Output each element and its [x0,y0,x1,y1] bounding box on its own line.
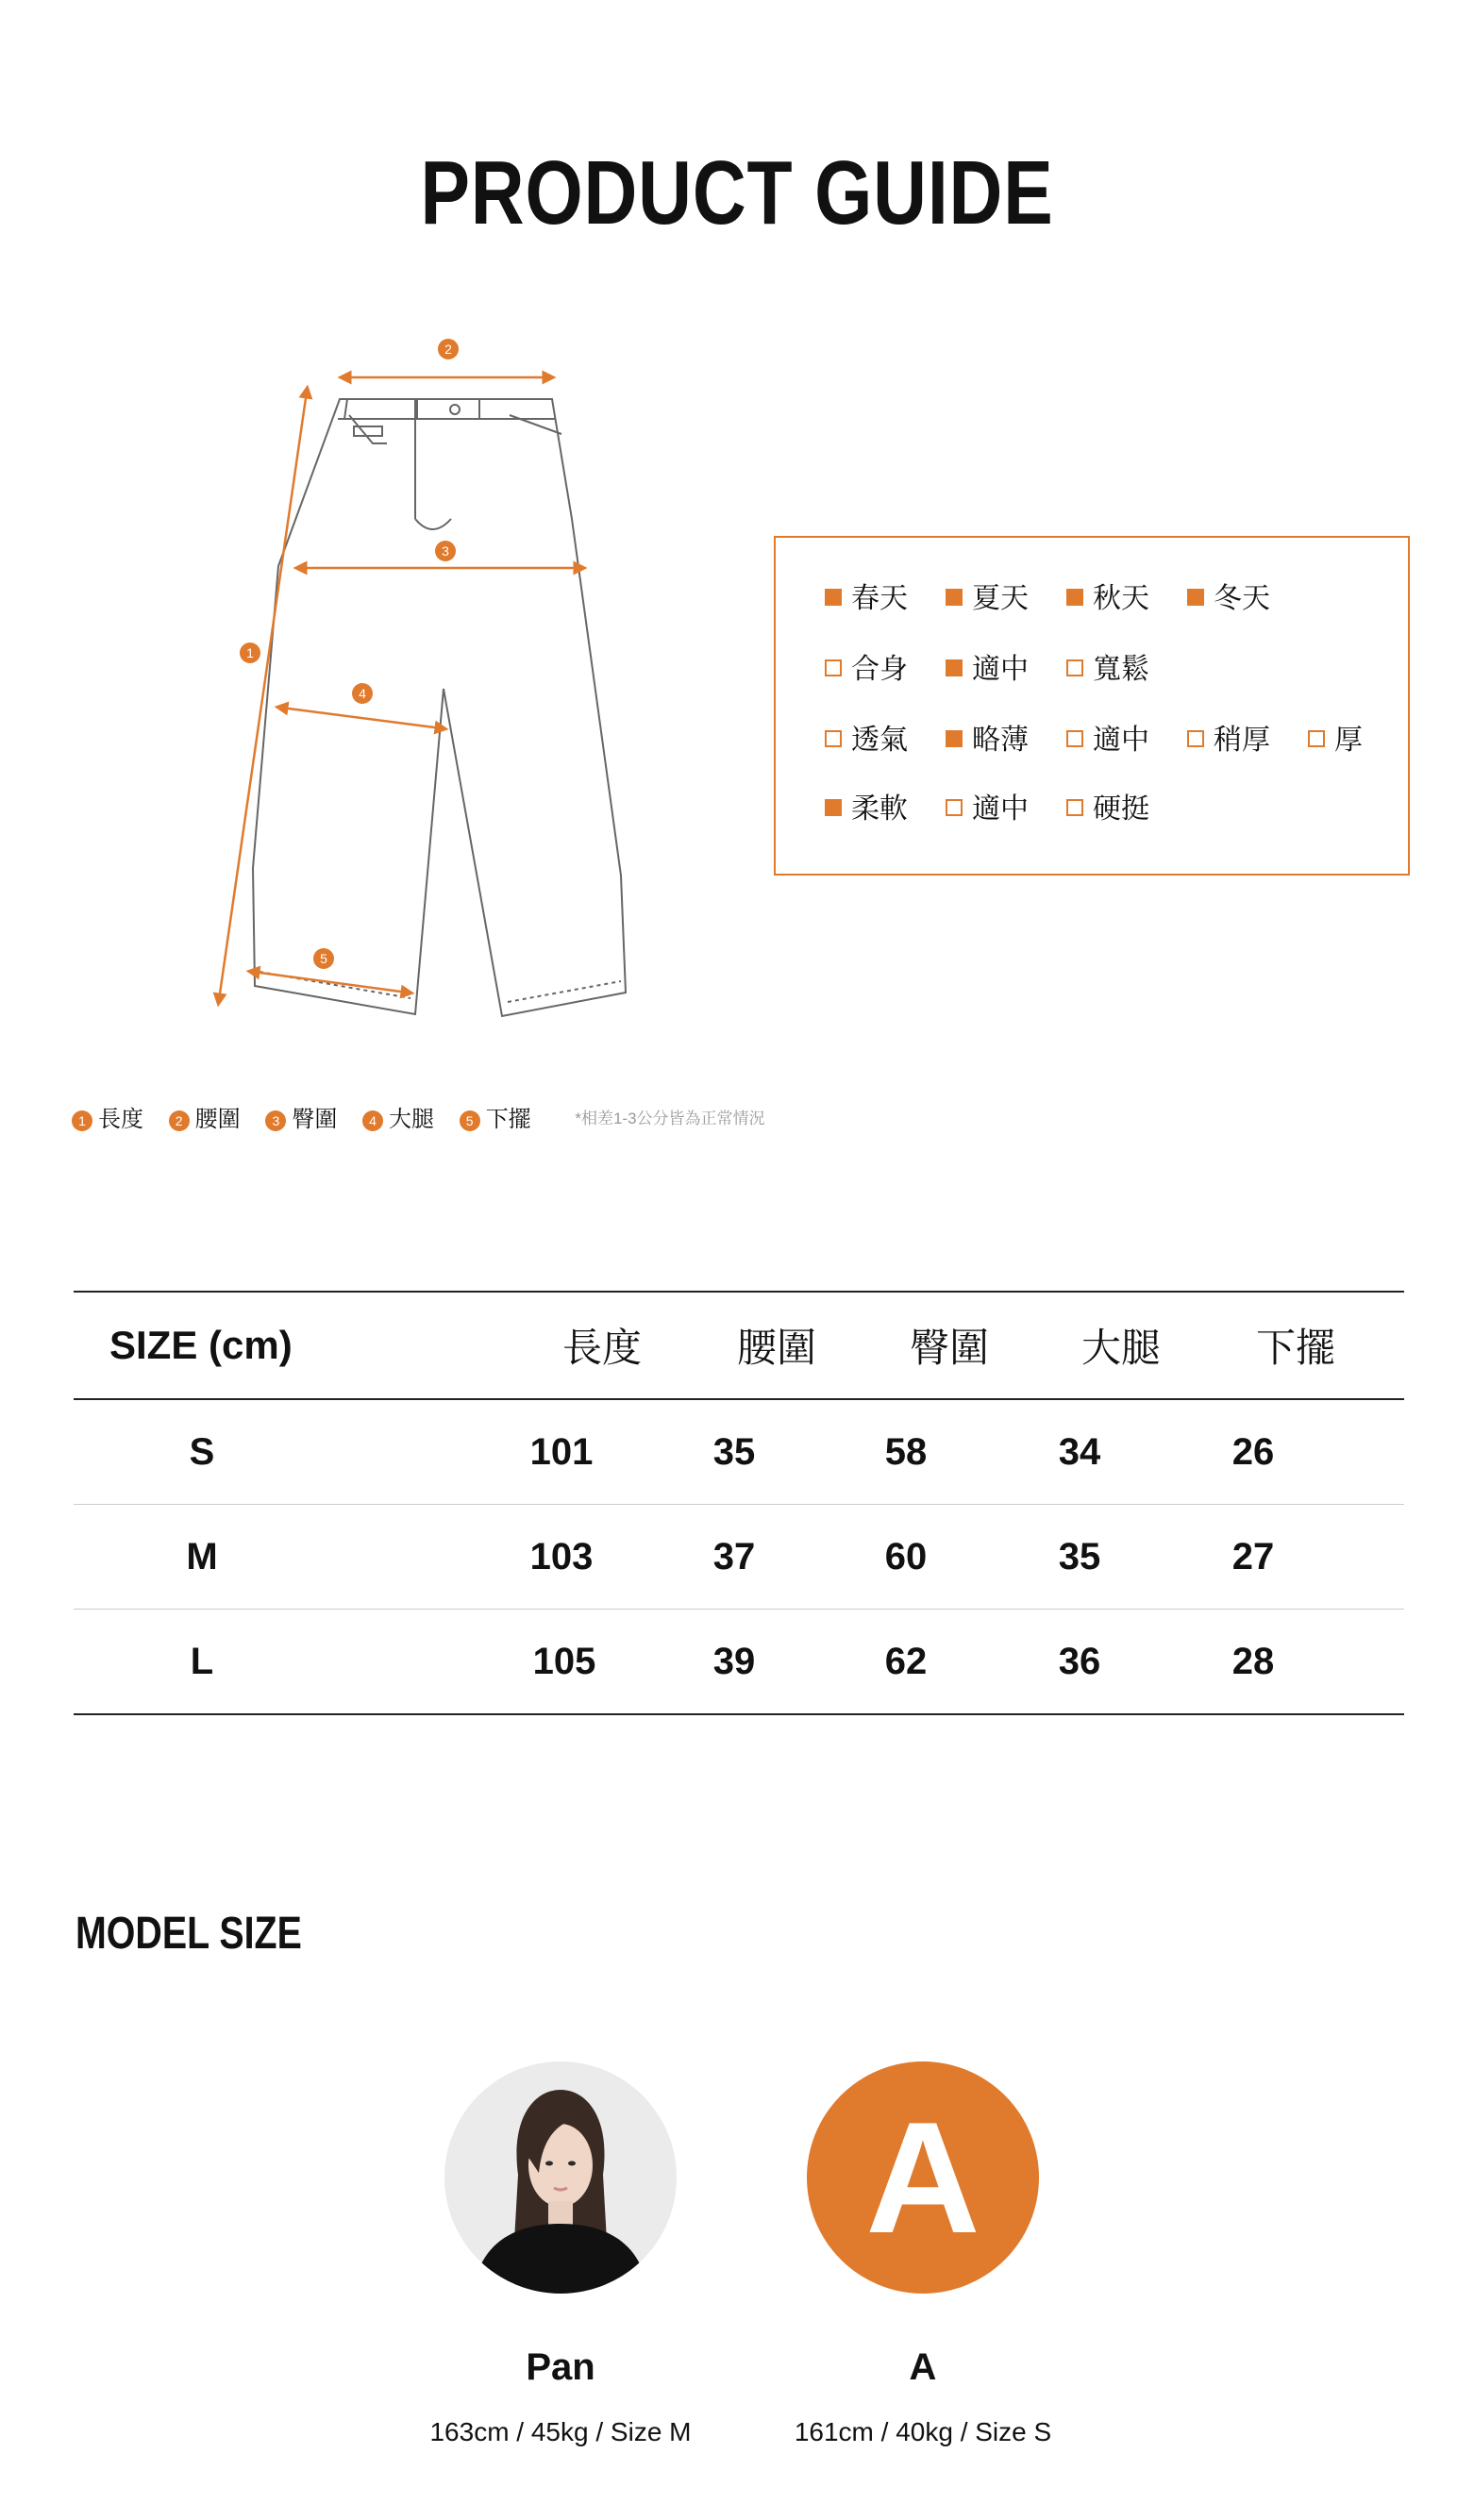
table-cell: 37 [712,1535,756,1577]
table-header: 大腿 [1080,1326,1161,1370]
season-option: 春天 [825,580,908,618]
fabric-attributes-box [774,536,1410,876]
table-cell: 62 [884,1640,928,1682]
checkbox-icon [1187,589,1204,606]
table-cell: 28 [1231,1640,1275,1682]
model-photo [444,2061,677,2294]
pants-outline [253,399,626,1016]
checkbox-icon [825,659,842,676]
softness-option: 適中 [946,791,1029,828]
table-cell: 36 [1058,1640,1101,1682]
model-stats: 161cm / 40kg / Size S [794,2417,1052,2446]
thickness-option: 厚 [1308,722,1363,759]
svg-text:1: 1 [246,645,254,660]
model-stats: 163cm / 45kg / Size M [429,2417,692,2446]
fit-option: 適中 [946,651,1029,689]
checkbox-icon [1066,589,1083,606]
page-title: PRODUCT GUIDE [420,142,1054,243]
table-cell: M [186,1535,218,1577]
model-portrait-icon [444,2061,677,2294]
fit-option: 寬鬆 [1066,651,1149,689]
table-cell: 34 [1058,1430,1101,1473]
season-option: 秋天 [1066,580,1149,618]
softness-option: 硬挺 [1066,791,1149,828]
table-header: 腰圍 [736,1326,816,1370]
season-option: 夏天 [946,580,1029,618]
table-cell: 101 [529,1430,594,1473]
table-cell: 35 [712,1430,756,1473]
table-row [74,1610,1404,1715]
table-header: 長度 [561,1326,642,1370]
thickness-option: 略薄 [946,722,1029,759]
checkbox-icon [825,589,842,606]
marker-3 [435,541,456,561]
checkbox-icon [946,730,963,747]
model-card [744,2061,1102,2447]
marker-2 [438,339,459,359]
pants-measurement-diagram [198,321,670,1038]
legend-item: 5 下擺 [460,1100,531,1133]
legend-item: 4 大腿 [362,1100,434,1133]
model-card [381,2061,740,2447]
checkbox-icon [946,589,963,606]
checkbox-icon [946,659,963,676]
svg-text:4: 4 [359,686,366,701]
model-size-title: MODEL SIZE [75,1909,302,1959]
svg-text:2: 2 [444,342,452,357]
model-name: A [909,2346,937,2388]
fit-option: 合身 [825,651,908,689]
model-name: Pan [526,2346,595,2388]
checkbox-icon [946,799,963,816]
measurement-legend [72,1100,765,1138]
table-cell: 103 [529,1535,594,1577]
checkbox-icon [1066,659,1083,676]
tolerance-note: *相差1-3公分皆為正常情況 [575,1110,765,1127]
thickness-option: 透氣 [825,722,908,759]
thickness-option: 稍厚 [1187,722,1270,759]
checkbox-icon [825,799,842,816]
table-header-row [74,1291,1404,1400]
table-cell: 58 [884,1430,928,1473]
checkbox-icon [1308,730,1325,747]
table-cell: S [189,1430,215,1473]
legend-item: 3 臀圍 [265,1100,337,1133]
model-letter-avatar: A [807,2061,1039,2294]
table-cell: 27 [1231,1535,1275,1577]
softness-option: 柔軟 [825,791,908,828]
checkbox-icon [1066,799,1083,816]
checkbox-icon [1066,730,1083,747]
table-cell: 39 [712,1640,756,1682]
table-header: 下擺 [1255,1326,1335,1370]
table-cell: 60 [884,1535,928,1577]
checkbox-icon [825,730,842,747]
thickness-option: 適中 [1066,722,1149,759]
season-option: 冬天 [1187,580,1270,618]
table-cell: 35 [1058,1535,1101,1577]
svg-text:3: 3 [442,543,449,559]
table-row [74,1400,1404,1505]
table-row [74,1505,1404,1610]
svg-text:5: 5 [320,951,327,966]
marker-5 [313,948,334,969]
marker-1 [240,643,260,663]
table-header: 臀圍 [909,1326,989,1370]
table-header: SIZE (cm) [109,1323,293,1367]
legend-item: 1 長度 [72,1100,143,1133]
table-cell: 105 [532,1640,596,1682]
legend-item: 2 腰圍 [169,1100,241,1133]
table-cell: L [190,1640,214,1682]
marker-4 [352,683,373,704]
size-table [74,1291,1404,1715]
checkbox-icon [1187,730,1204,747]
table-cell: 26 [1231,1430,1275,1473]
